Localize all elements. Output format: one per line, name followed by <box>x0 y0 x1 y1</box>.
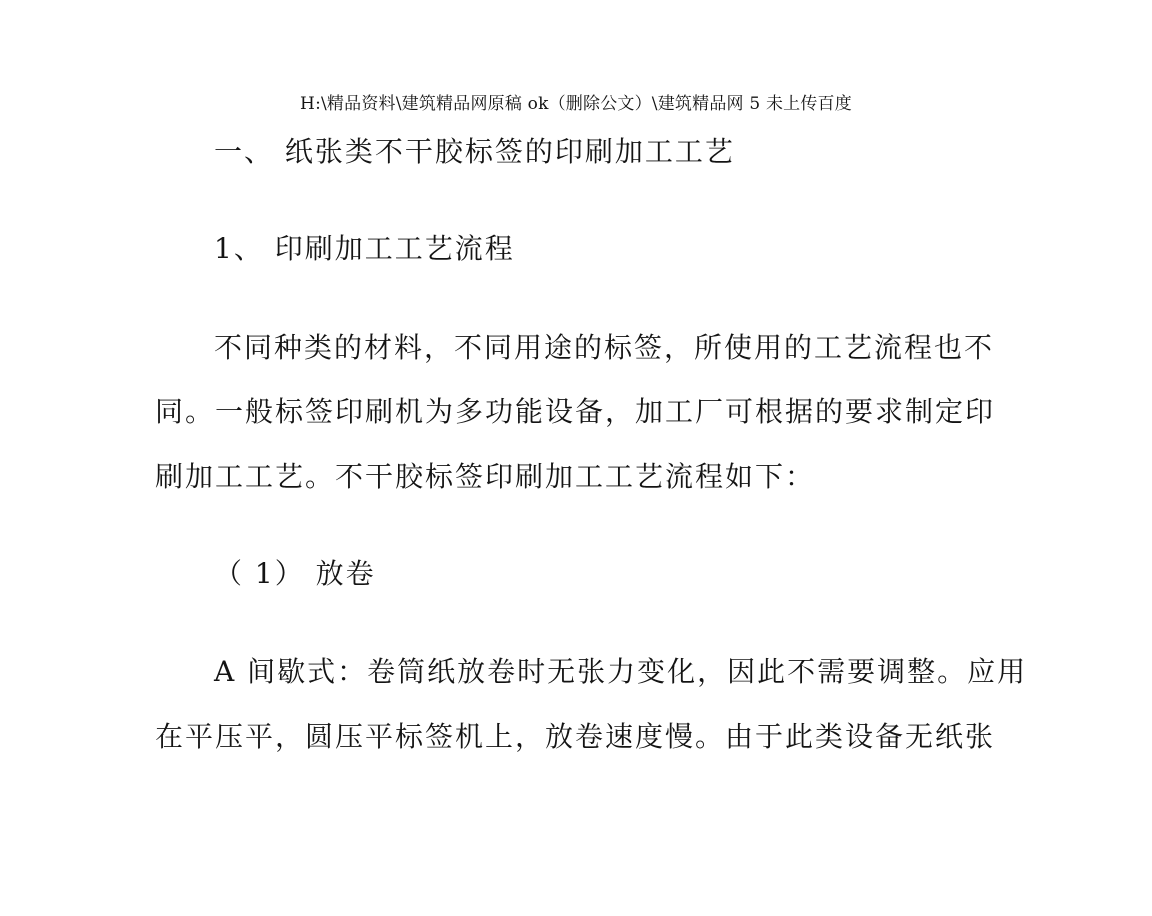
section-heading: 一、 纸张类不干胶标签的印刷加工工艺 <box>214 135 735 168</box>
paragraph-1-line-3: 刷加工工艺。不干胶标签印刷加工工艺流程如下： <box>155 460 816 493</box>
item-heading: （ 1） 放卷 <box>214 557 376 590</box>
subsection-heading: 1、 印刷加工工艺流程 <box>214 232 515 265</box>
paragraph-2-line-1: A 间歇式：卷筒纸放卷时无张力变化，因此不需要调整。应用 <box>214 655 1028 688</box>
paragraph-1-line-1: 不同种类的材料，不同用途的标签，所使用的工艺流程也不 <box>214 331 995 364</box>
file-path-header: H:\精品资料\建筑精品网原稿 ok（删除公文）\建筑精品网 5 未上传百度 <box>300 94 852 114</box>
paragraph-1-line-2: 同。一般标签印刷机为多功能设备，加工厂可根据的要求制定印 <box>155 395 996 428</box>
paragraph-2-line-2: 在平压平，圆压平标签机上，放卷速度慢。由于此类设备无纸张 <box>155 720 996 753</box>
